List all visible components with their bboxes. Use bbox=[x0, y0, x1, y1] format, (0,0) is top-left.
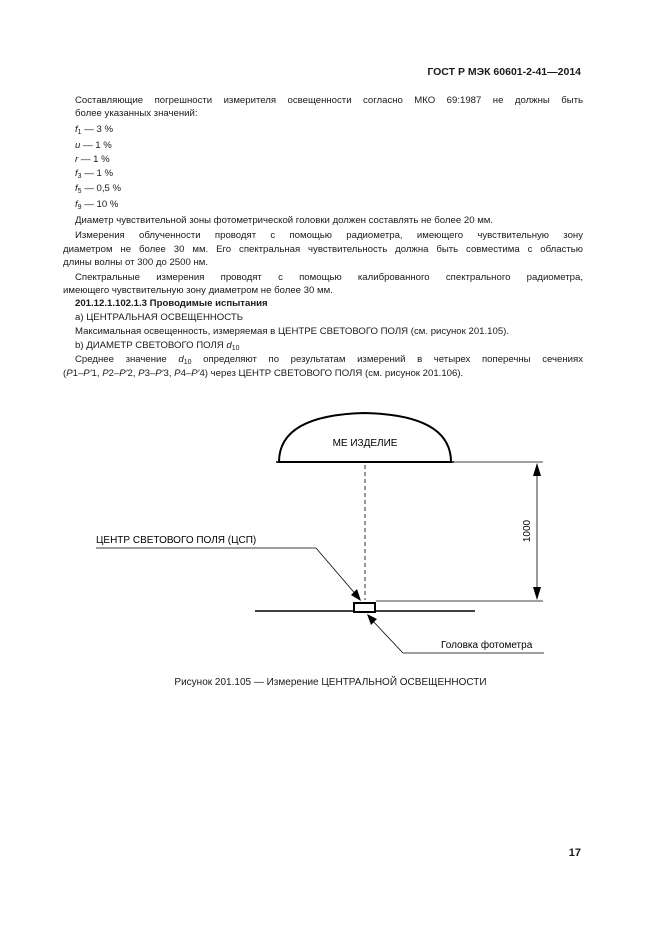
label-me-device: МЕ ИЗДЕЛИЕ bbox=[332, 438, 398, 449]
paragraph-4-line-1: Спектральные измерения проводят с помощью калиброванного спектрального радиометра, bbox=[75, 272, 583, 283]
paragraph-1-line-2: более указанных значений: bbox=[75, 108, 198, 119]
paragraph-4-line-2: имеющего чувствительную зону диаметром не более 30 мм. bbox=[63, 285, 333, 296]
error-item-f5: $f_5$ — 0,5 % bbox=[75, 183, 122, 195]
item-a-text: Максимальная освещенность, измеряемая в ЦЕНТРЕ СВЕТОВОГО ПОЛЯ (см. рисунок 201.105). bbox=[75, 326, 510, 337]
photometer-head-shape bbox=[354, 603, 375, 612]
dimension-arrow-bottom bbox=[533, 587, 541, 600]
error-item-f9: $f_9$ — 10 % bbox=[75, 199, 119, 211]
paragraph-3-line-2: диаметром не более 30 мм. Его спектральная чувствительность должна быть совместима с областью bbox=[63, 244, 583, 255]
label-distance: 1000 bbox=[522, 519, 533, 543]
dimension-arrow-top bbox=[533, 463, 541, 476]
paragraph-5-line-2: (P1–P′1, P2–P′2, P3–P′3, P4–P′4) через ЦЕНТР СВЕТОВОГО ПОЛЯ (см. рисунок 201.106). bbox=[63, 368, 464, 379]
leader-center-field bbox=[96, 548, 358, 597]
page-number: 17 bbox=[568, 847, 581, 859]
error-item-f1: $f_1$ — 3 % bbox=[75, 124, 114, 136]
document-header: ГОСТ Р МЭК 60601-2-41—2014 bbox=[427, 66, 581, 78]
paragraph-5-line-1: Среднее значение $d_{10}$ определяют по результатам измерений в четырех поперечны сечениях bbox=[75, 354, 583, 366]
paragraph-3-line-1: Измерения облученности проводят с помощью радиометра, имеющего чувствительную зону bbox=[75, 230, 583, 241]
paragraph-1-line-1: Составляющие погрешности измерителя освещенности согласно МКО 69:1987 не должны быть bbox=[75, 95, 583, 106]
item-b-title: b) ДИАМЕТР СВЕТОВОГО ПОЛЯ $d_{10}$ bbox=[75, 340, 240, 352]
paragraph-2: Диаметр чувствительной зоны фотометрической головки должен составлять не более 20 мм. bbox=[75, 215, 494, 226]
paragraph-3-line-3: длины волны от 300 до 2500 нм. bbox=[63, 257, 209, 268]
error-item-f3: $f_3$ — 1 % bbox=[75, 168, 114, 180]
label-center-field: ЦЕНТР СВЕТОВОГО ПОЛЯ (ЦСП) bbox=[96, 535, 257, 546]
section-heading: 201.12.1.102.1.3 Проводимые испытания bbox=[75, 298, 268, 309]
error-item-r: r — 1 % bbox=[75, 154, 110, 165]
figure-caption: Рисунок 201.105 — Измерение ЦЕНТРАЛЬНОЙ ОСВЕЩЕННОСТИ bbox=[174, 677, 487, 688]
error-item-u: u — 1 % bbox=[75, 140, 112, 151]
label-photometer-head: Головка фотометра bbox=[441, 640, 533, 651]
item-a-title: a) ЦЕНТРАЛЬНАЯ ОСВЕЩЕННОСТЬ bbox=[75, 312, 244, 323]
